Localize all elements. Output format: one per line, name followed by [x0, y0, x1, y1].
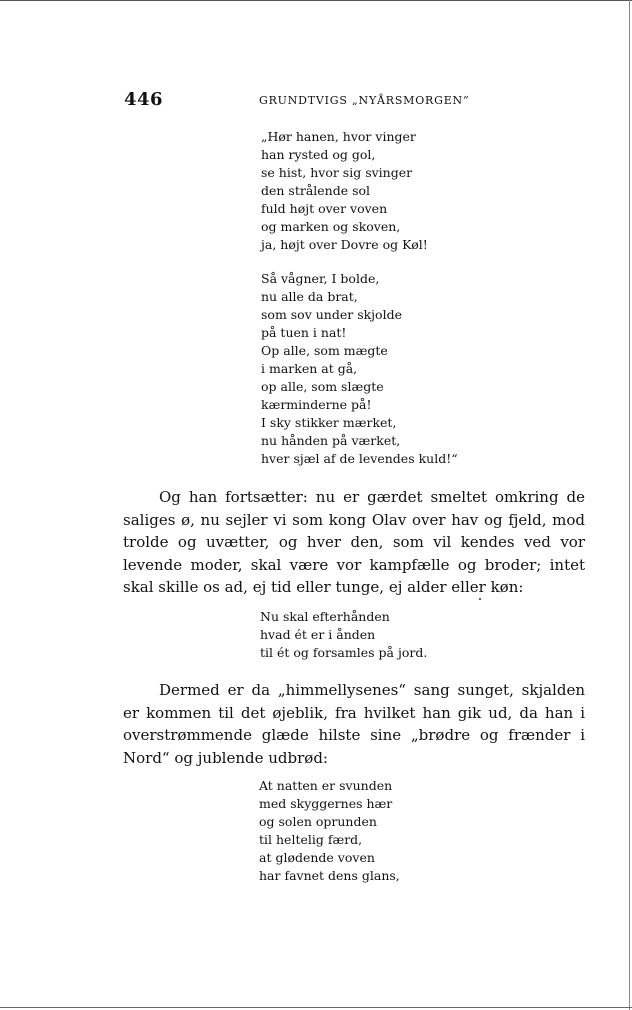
verse-line: med skyggernes hær: [259, 796, 393, 811]
verse-line: til heltelig færd,: [259, 832, 363, 847]
verse-line: til ét og forsamles på jord.: [260, 645, 428, 660]
verse-line: I sky stikker mærket,: [261, 415, 397, 430]
paragraph-text: Og han fortsætter: nu er gærdet smeltet omkring de saliges ø, nu sejler vi som kong Olav over hav og fjeld, mod trolde og uvætter, og hver den, som vil kendes ved vor levende moder, skal være vor kampfælle og broder; intet skal skille os ad, ej tid eller tunge, ej alder eller køn:: [123, 488, 585, 596]
page-edge-bottom: [0, 1007, 632, 1008]
paragraph-2: [123, 679, 585, 769]
verse-line: „Hør hanen, hvor vinger: [261, 129, 416, 144]
verse-line: han rysted og gol,: [261, 147, 376, 162]
running-head: GRUNDTVIGS „NYÅRSMORGEN“: [259, 94, 470, 107]
verse-line: og marken og skoven,: [261, 219, 401, 234]
verse-line: og solen oprunden: [259, 814, 377, 829]
paragraph-text: Dermed er da „himmellysenes“ sang sunget, skjalden er kommen til det øjeblik, fra hvilket han gik ud, da han i overstrømmende glæde hilste sine „brødre og frænder i Nord“ og jublende udbrød:: [123, 681, 585, 767]
verse-line: på tuen i nat!: [261, 325, 347, 340]
verse-line: At natten er svunden: [259, 778, 393, 793]
verse-line: den strålende sol: [261, 183, 371, 198]
verse-line: hvad ét er i ånden: [260, 627, 376, 642]
verse-line: som sov under skjolde: [261, 307, 402, 322]
verse-line: Nu skal efterhånden: [260, 609, 390, 624]
poem-stanza-2: [261, 270, 458, 468]
verse-line: fuld højt over voven: [261, 201, 388, 216]
verse-line: kærminderne på!: [261, 397, 372, 412]
verse-line: nu hånden på værket,: [261, 433, 401, 448]
page-number: 446: [124, 89, 164, 110]
verse-line: op alle, som slægte: [261, 379, 384, 394]
verse-line: at glødende voven: [259, 850, 375, 865]
verse-line: se hist, hvor sig svinger: [261, 165, 413, 180]
verse-line: Så vågner, I bolde,: [261, 271, 380, 286]
verse-line: Op alle, som mægte: [261, 343, 388, 358]
print-speck: [479, 598, 481, 600]
page-edge-right: [629, 0, 630, 1010]
verse-line: i marken at gå,: [261, 361, 358, 376]
verse-line: nu alle da brat,: [261, 289, 358, 304]
verse-line: ja, højt over Dovre og Køl!: [261, 237, 428, 252]
paragraph-1: [123, 486, 585, 599]
page-edge-top: [0, 0, 632, 1]
verse-line: hver sjæl af de levendes kuld!“: [261, 451, 458, 466]
poem-stanza-4: [259, 777, 400, 885]
verse-line: har favnet dens glans,: [259, 868, 400, 883]
poem-stanza-1: [261, 128, 428, 254]
poem-stanza-3: [260, 608, 427, 662]
